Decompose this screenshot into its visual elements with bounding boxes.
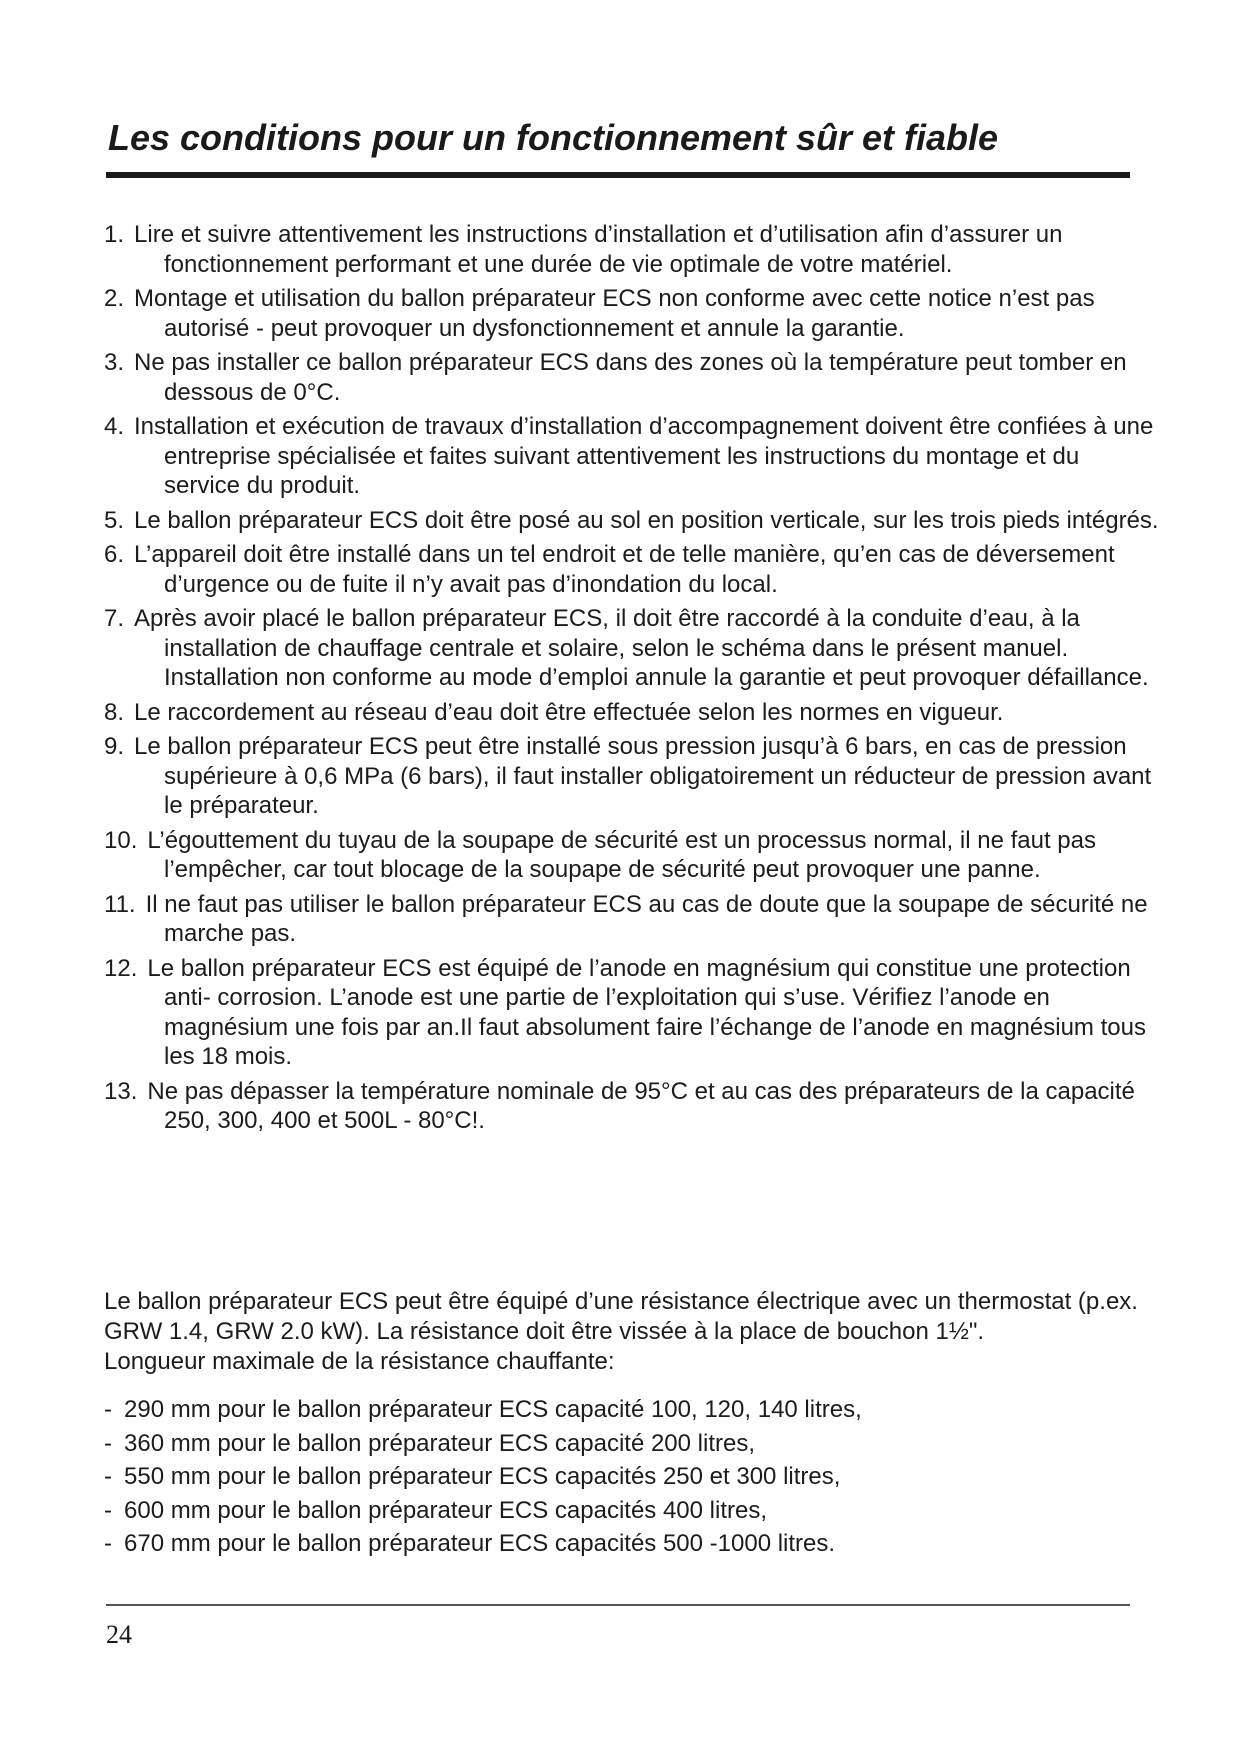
list-item bbox=[104, 220, 1160, 279]
list-item bbox=[104, 412, 1160, 501]
list-item-text: Montage et utilisation du ballon préparateur ECS non conforme avec cette notice n’est pas autorisé - peut provoquer un dysfonctionnement et annule la garantie. bbox=[134, 285, 1095, 342]
list-item bbox=[104, 284, 1160, 343]
footer-divider bbox=[106, 1604, 1130, 1606]
bullet-dash: - bbox=[104, 1396, 112, 1423]
list-item bbox=[104, 732, 1160, 821]
list-item-number: 5. bbox=[104, 506, 125, 534]
list-item-number: 3. bbox=[104, 349, 125, 376]
page-number: 24 bbox=[106, 1620, 132, 1649]
list-item bbox=[104, 348, 1160, 407]
list-item bbox=[104, 506, 1160, 536]
bullet-dash: - bbox=[104, 1429, 112, 1457]
list-item-text: Installation et exécution de travaux d’installation d’accompagnement doivent être confiées à une entreprise spécialisée et faites suivant attentivement les instructions du montage et du service du produit. bbox=[134, 413, 1154, 499]
max-length-label: Longueur maximale de la résistance chauffante: bbox=[104, 1348, 615, 1375]
list-item bbox=[104, 954, 1160, 1072]
list-item-text: 670 mm pour le ballon préparateur ECS capacités 500 -1000 litres. bbox=[124, 1530, 836, 1557]
list-item-text: Il ne faut pas utiliser le ballon préparateur ECS au cas de doute que la soupape de sécurité ne marche pas. bbox=[145, 890, 1148, 947]
list-item-text: 550 mm pour le ballon préparateur ECS capacités 250 et 300 litres, bbox=[124, 1463, 841, 1490]
list-item bbox=[104, 1427, 1144, 1461]
list-item-number: 8. bbox=[104, 698, 125, 726]
list-item-text: L’appareil doit être installé dans un tel endroit et de telle manière, qu’en cas de déversement d’urgence ou de fuite il n’y avait pas d’inondation du local. bbox=[134, 541, 1115, 598]
list-item-number: 10. bbox=[104, 826, 138, 854]
title-underline bbox=[106, 172, 1130, 178]
list-item-text: Ne pas installer ce ballon préparateur ECS dans des zones où la température peut tomber en dessous de 0°C. bbox=[134, 349, 1127, 406]
list-item-text: Après avoir placé le ballon préparateur ECS, il doit être raccordé à la conduite d’eau, à la installation de chauffage centrale et solaire, selon le schéma dans le présent manuel. Installation non conforme au mode d’emploi annule la garantie et peut provoquer défaillance. bbox=[134, 605, 1149, 691]
list-item-text: Lire et suivre attentivement les instructions d’installation et d’utilisation afin d’assurer un fonctionnement performant et une durée de vie optimale de votre matériel. bbox=[134, 221, 1063, 278]
list-item-number: 1. bbox=[104, 221, 125, 248]
list-item-text: Le ballon préparateur ECS est équipé de l’anode en magnésium qui constitue une protection anti- corrosion. L’anode est une partie de l’exploitation qui s’use. Vérifiez l’anode en magnésium une fois par an.Il faut absolument faire l’échange de l’anode en magnésium tous les 18 mois. bbox=[147, 954, 1146, 1070]
list-item-text: Le ballon préparateur ECS peut être installé sous pression jusqu’à 6 bars, en cas de pression supérieure à 0,6 MPa (6 bars), il faut installer obligatoirement un réducteur de pression avant le préparateur. bbox=[134, 733, 1152, 819]
heating-element-info bbox=[104, 1287, 1144, 1377]
list-item bbox=[104, 1460, 1144, 1494]
list-item bbox=[104, 890, 1160, 949]
list-item bbox=[104, 1393, 1144, 1427]
list-item bbox=[104, 1077, 1160, 1136]
list-item bbox=[104, 826, 1160, 885]
list-item-text: Le raccordement au réseau d’eau doit être effectuée selon les normes en vigueur. bbox=[134, 698, 1004, 726]
list-item-text: Le ballon préparateur ECS doit être posé au sol en position verticale, sur les trois pieds intégrés. bbox=[134, 506, 1159, 534]
list-item bbox=[104, 604, 1160, 693]
bullet-dash: - bbox=[104, 1530, 112, 1557]
heating-element-paragraph: Le ballon préparateur ECS peut être équipé d’une résistance électrique avec un thermostat (p.ex. GRW 1.4, GRW 2.0 kW). La résistance doit être vissée à la place de bouchon 1½". bbox=[104, 1288, 1138, 1345]
list-item-text: L’égouttement du tuyau de la soupape de sécurité est un processus normal, il ne faut pas l’empêcher, car tout blocage de la soupape de sécurité peut provoquer une panne. bbox=[147, 826, 1096, 883]
list-item-text: 290 mm pour le ballon préparateur ECS capacité 100, 120, 140 litres, bbox=[124, 1396, 862, 1423]
list-item bbox=[104, 540, 1160, 599]
max-length-list bbox=[104, 1393, 1144, 1561]
list-item-number: 9. bbox=[104, 733, 125, 760]
bullet-dash: - bbox=[104, 1496, 112, 1524]
list-item bbox=[104, 1494, 1144, 1528]
page-title: Les conditions pour un fonctionnement sûr et fiable bbox=[108, 117, 999, 158]
list-item-text: Ne pas dépasser la température nominale de 95°C et au cas des préparateurs de la capacité 250, 300, 400 et 500L - 80°C!. bbox=[147, 1077, 1135, 1134]
list-item-text: 360 mm pour le ballon préparateur ECS capacité 200 litres, bbox=[124, 1429, 756, 1457]
list-item-number: 2. bbox=[104, 285, 125, 312]
list-item-text: 600 mm pour le ballon préparateur ECS capacités 400 litres, bbox=[124, 1496, 768, 1524]
list-item-number: 6. bbox=[104, 541, 125, 568]
list-item-number: 13. bbox=[104, 1077, 138, 1105]
list-item-number: 4. bbox=[104, 413, 125, 440]
list-item-number: 11. bbox=[104, 890, 136, 918]
list-item bbox=[104, 698, 1160, 728]
list-item-number: 7. bbox=[104, 605, 125, 632]
safety-conditions-list bbox=[104, 220, 1160, 1141]
list-item-number: 12. bbox=[104, 954, 138, 982]
bullet-dash: - bbox=[104, 1463, 112, 1490]
list-item bbox=[104, 1527, 1144, 1561]
